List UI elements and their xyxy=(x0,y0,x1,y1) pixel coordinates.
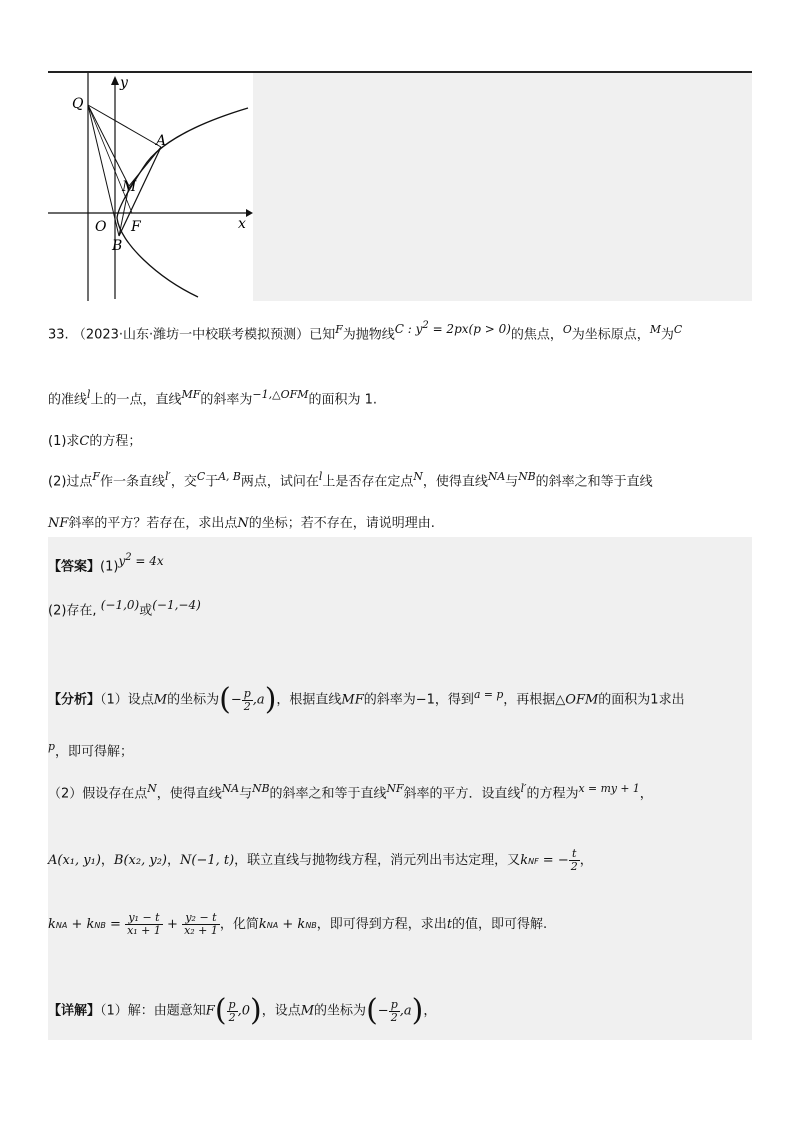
var-F: F xyxy=(205,1003,215,1019)
point-1: (−1,0) xyxy=(100,598,140,612)
text: 的方程； xyxy=(89,434,142,449)
plus-k: + k xyxy=(67,917,95,932)
frac-num: p xyxy=(228,997,236,1011)
var-l: l xyxy=(87,388,91,401)
analysis-line-3 xyxy=(48,782,653,801)
text: 已知 xyxy=(309,327,336,343)
answer-1-eq xyxy=(118,554,163,568)
problem-source: （2023·山东·潍坊一中校联考模拟预测） xyxy=(72,327,310,343)
var-a: ,a xyxy=(252,692,265,708)
text: 为抛物线 xyxy=(342,327,395,343)
text: （1）解：由题意知 xyxy=(100,1003,206,1019)
analysis-label: 【分析】 xyxy=(48,692,101,708)
text: 的坐标；若不存在，请说明理由. xyxy=(248,516,435,531)
plus: + xyxy=(162,917,183,932)
frac-den: x₂ + 1 xyxy=(184,924,218,937)
fraction xyxy=(569,848,580,873)
text: ，联立直线与抛物线方程，消元列出韦达定理，又 xyxy=(234,853,521,868)
text: 两点，试问在 xyxy=(240,474,319,490)
text: (2)存在, xyxy=(48,603,97,619)
eq: a = p xyxy=(473,688,504,702)
fraction xyxy=(227,999,238,1024)
eq-sup: 2 xyxy=(422,320,429,331)
text: ， xyxy=(166,853,180,868)
frac-den: x₁ + 1 xyxy=(127,924,161,937)
paren-left: ( xyxy=(366,993,378,1028)
var-NA: NA xyxy=(221,782,240,795)
label-y: y xyxy=(120,75,128,91)
y-axis-arrow xyxy=(111,76,119,85)
sub: NB xyxy=(94,921,106,930)
text: 的面积为1求出 xyxy=(598,692,685,708)
fraction xyxy=(389,999,400,1024)
var-k: k xyxy=(48,917,56,932)
var-AB: A, B xyxy=(218,470,241,483)
sub: NA xyxy=(55,921,68,930)
var-MF: MF xyxy=(341,692,364,708)
text: ， xyxy=(579,853,593,868)
eq-sup: 2 xyxy=(125,552,132,563)
parabola-figure xyxy=(48,73,253,301)
text: 的坐标为 xyxy=(314,1003,367,1019)
analysis-line-2 xyxy=(48,740,133,759)
var-NA: NA xyxy=(487,470,506,483)
text: ， xyxy=(639,786,653,802)
text: 上的一点，直线 xyxy=(90,392,182,408)
question-1 xyxy=(48,430,141,449)
question-2-line-2 xyxy=(48,512,435,531)
text: 的面积为 1. xyxy=(308,392,378,408)
sub: NA xyxy=(266,921,279,930)
var-N: N xyxy=(237,516,249,531)
text: (1) xyxy=(100,559,119,575)
text: ，根据直线 xyxy=(276,692,342,708)
eq-rest: = 4x xyxy=(131,554,164,568)
eq: = − xyxy=(538,853,569,868)
var-l: l xyxy=(318,470,323,483)
frac-den: 2 xyxy=(243,699,251,713)
var-MF: MF xyxy=(181,388,201,401)
text: (1)求 xyxy=(48,434,80,449)
frac-num: t xyxy=(569,848,580,861)
text: 的焦点， xyxy=(510,327,563,343)
text: ， xyxy=(100,853,114,868)
sub: NF xyxy=(528,857,539,866)
label-B: B xyxy=(112,238,123,254)
text: ，使得直线 xyxy=(156,786,222,802)
analysis-line-1 xyxy=(48,682,685,717)
text: 与 xyxy=(239,786,253,802)
var-M: M xyxy=(649,323,661,336)
var-t: t xyxy=(446,917,453,932)
eq-rest: = 2px(p > 0) xyxy=(428,322,511,336)
frac-num: y₂ − t xyxy=(182,912,220,925)
var-M: M xyxy=(153,692,168,708)
point-B: B(x₂, y₂) xyxy=(113,853,167,868)
detail-label: 【详解】 xyxy=(48,1003,101,1019)
eq: x = my + 1 xyxy=(578,782,640,795)
text: ，化简 xyxy=(219,917,259,932)
text: 的准线 xyxy=(48,392,88,408)
var-C: C xyxy=(673,323,683,336)
problem-line-2 xyxy=(48,388,377,407)
paren-left: ( xyxy=(219,682,231,717)
label-M: M xyxy=(122,179,137,195)
var-NF: NF xyxy=(48,516,69,531)
var-N: N xyxy=(413,470,423,483)
minus: − xyxy=(230,692,242,708)
text: 于 xyxy=(205,474,219,490)
text: ，再根据△ xyxy=(503,692,566,708)
text: 与 xyxy=(505,474,519,490)
answer-line-1 xyxy=(48,552,164,574)
label-Q: Q xyxy=(72,96,84,112)
frac-num: p xyxy=(390,997,398,1011)
point-N: N(−1, t) xyxy=(180,853,235,868)
eq-part: y xyxy=(118,554,126,568)
text: 的斜率之和等于直线 xyxy=(269,786,387,802)
parabola-curve xyxy=(117,108,248,297)
var-F: F xyxy=(92,470,100,483)
text: 斜率的平方？若存在，求出点 xyxy=(68,516,238,531)
plus-k: + k xyxy=(278,917,306,932)
text: 斜率的平方．设直线 xyxy=(403,786,521,802)
label-F: F xyxy=(131,219,141,235)
frac-den: 2 xyxy=(228,1010,236,1024)
var-NF: NF xyxy=(386,782,404,795)
text: （2）假设存在点 xyxy=(48,786,148,802)
analysis-line-4 xyxy=(48,848,593,873)
fraction xyxy=(182,912,220,937)
var-k: k xyxy=(258,917,267,932)
answer-line-2 xyxy=(48,598,201,618)
paren-right: ) xyxy=(411,993,424,1028)
var-NB: NB xyxy=(252,782,270,795)
text: ，即可得到方程，求出 xyxy=(316,917,447,932)
var-lprime: l′ xyxy=(164,470,171,483)
var-M: M xyxy=(300,1003,315,1019)
var-N: N xyxy=(147,782,157,795)
text: 上是否存在定点 xyxy=(322,474,414,490)
detail-line-1 xyxy=(48,993,437,1028)
paren-right: ) xyxy=(264,682,277,717)
frac-den: 2 xyxy=(570,860,578,873)
frac-den: 2 xyxy=(390,1010,398,1024)
text: ，设点 xyxy=(261,1003,301,1019)
label-A: A xyxy=(156,133,167,149)
text: （1）设点 xyxy=(100,692,154,708)
answer-label: 【答案】 xyxy=(48,559,101,575)
text: 或 xyxy=(139,603,153,619)
text: 的斜率为 xyxy=(200,392,253,408)
text: 的坐标为 xyxy=(167,692,220,708)
var-NB: NB xyxy=(518,470,536,483)
text: 为 xyxy=(660,327,674,343)
point-2: (−1,−4) xyxy=(152,598,201,612)
var-F: F xyxy=(335,323,343,336)
minus: − xyxy=(377,1003,389,1019)
var-OFM: OFM xyxy=(565,692,599,708)
var-k: k xyxy=(520,853,529,868)
text: ，即可得解； xyxy=(54,744,133,760)
rest: ,0 xyxy=(237,1003,250,1019)
text: 的斜率为−1，得到 xyxy=(363,692,474,708)
var-a: ,a xyxy=(399,1003,412,1019)
frac-num: p xyxy=(243,686,251,700)
frac-num: y₁ − t xyxy=(125,912,163,925)
sub: NB xyxy=(305,921,317,930)
label-O: O xyxy=(95,219,107,235)
slope-area: −1,△OFM xyxy=(252,388,309,401)
var-O: O xyxy=(562,323,572,336)
x-axis-arrow xyxy=(246,209,253,217)
analysis-line-5 xyxy=(48,912,547,937)
text: 的方程为 xyxy=(526,786,579,802)
problem-line-1 xyxy=(48,320,682,342)
text: ，使得直线 xyxy=(422,474,488,490)
var-p: p xyxy=(48,740,55,753)
text: ， xyxy=(423,1003,437,1019)
fraction xyxy=(242,688,253,713)
fraction xyxy=(125,912,163,937)
text: ，交 xyxy=(170,474,197,490)
point-A: A(x₁, y₁) xyxy=(48,853,101,868)
text: 为坐标原点， xyxy=(571,327,650,343)
eq-part: C : y xyxy=(394,322,423,336)
text: 的值，即可得解. xyxy=(452,917,548,932)
paren-right: ) xyxy=(250,993,262,1028)
eq: = xyxy=(105,917,126,932)
figure-svg xyxy=(48,73,253,301)
problem-number: 33. xyxy=(48,327,69,343)
var-C: C xyxy=(196,470,206,483)
var-lprime: l′ xyxy=(520,782,527,795)
text: 的斜率之和等于直线 xyxy=(535,474,653,490)
question-2-line-1 xyxy=(48,470,653,489)
paren-left: ( xyxy=(214,993,227,1028)
var-C: C xyxy=(79,434,90,449)
parabola-eq xyxy=(395,322,511,336)
text: (2)过点 xyxy=(48,474,93,490)
text: 作一条直线 xyxy=(99,474,165,490)
label-x: x xyxy=(238,216,246,232)
